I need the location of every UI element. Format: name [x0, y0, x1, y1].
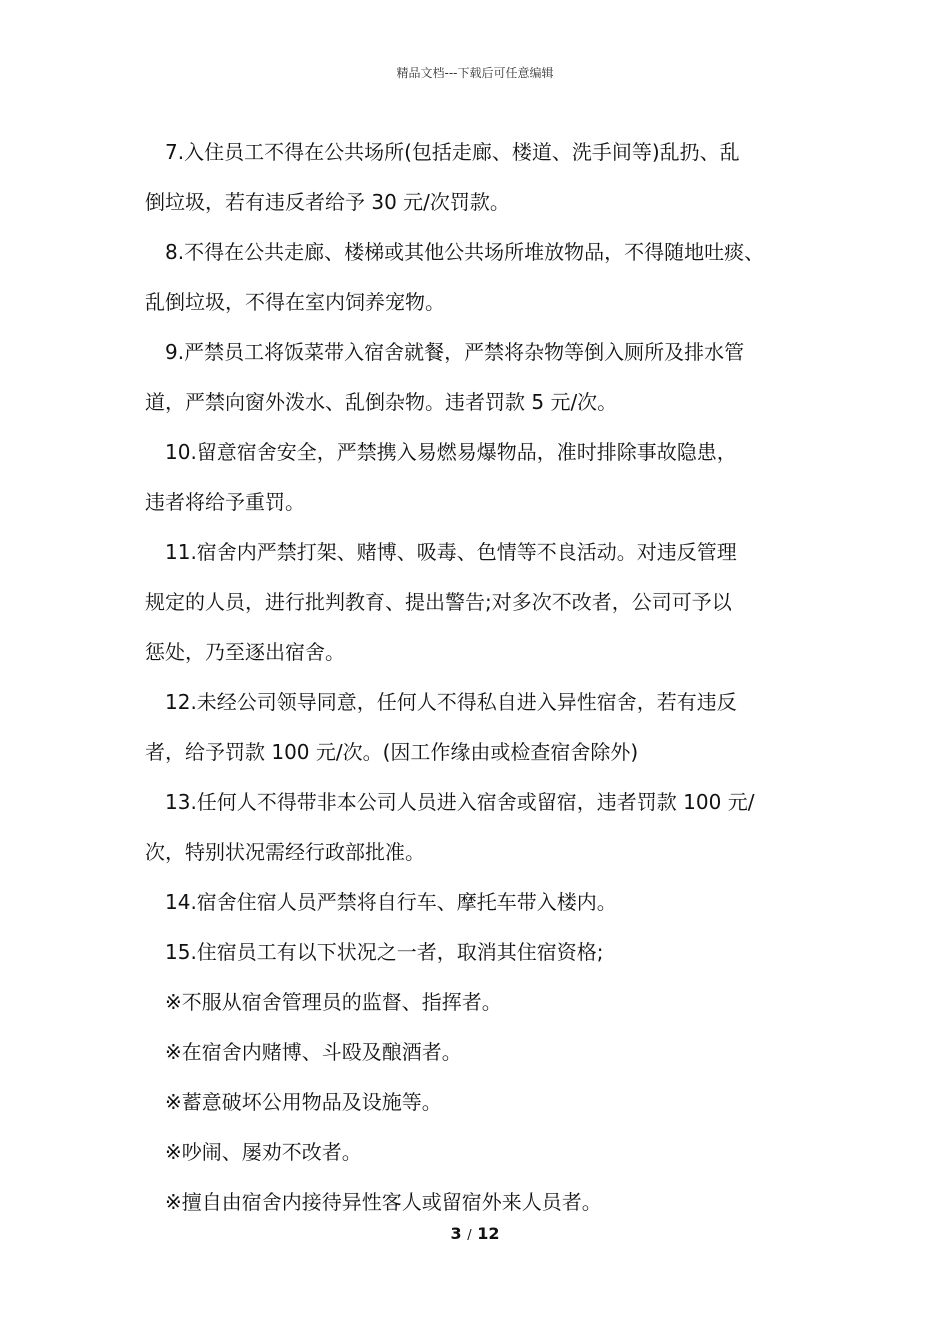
line-22: ※擅自由宿舍内接待异性客人或留宿外来人员者。 [165, 1190, 602, 1214]
line-4: 乱倒垃圾，不得在室内饲养宠物。 [145, 290, 445, 314]
line-14: 13.任何人不得带非本公司人员进入宿舍或留宿，违者罚款 100 元/ [165, 790, 755, 814]
line-11: 惩处，乃至逐出宿舍。 [145, 640, 345, 664]
page-total: 12 [477, 1224, 500, 1243]
line-20: ※蓄意破坏公用物品及设施等。 [165, 1090, 442, 1114]
document-body [145, 127, 835, 1227]
page-current: 3 [450, 1224, 462, 1243]
line-21: ※吵闹、屡劝不改者。 [165, 1140, 362, 1164]
line-15: 次，特别状况需经行政部批准。 [145, 840, 425, 864]
line-7: 10.留意宿舍安全，严禁携入易燃易爆物品，准时排除事故隐患， [165, 440, 737, 464]
line-6: 道，严禁向窗外泼水、乱倒杂物。违者罚款 5 元/次。 [145, 390, 618, 414]
line-16: 14.宿舍住宿人员严禁将自行车、摩托车带入楼内。 [165, 890, 617, 914]
page-number [0, 1224, 950, 1243]
line-2: 倒垃圾，若有违反者给予 30 元/次罚款。 [145, 190, 510, 214]
page-separator: / [467, 1228, 472, 1243]
line-1: 7.入住员工不得在公共场所(包括走廊、楼道、洗手间等)乱扔、乱 [165, 140, 740, 164]
line-17: 15.住宿员工有以下状况之一者，取消其住宿资格; [165, 940, 604, 964]
line-18: ※不服从宿舍管理员的监督、指挥者。 [165, 990, 502, 1014]
line-12: 12.未经公司领导同意，任何人不得私自进入异性宿舍，若有违反 [165, 690, 737, 714]
line-13: 者，给予罚款 100 元/次。(因工作缘由或检查宿舍除外) [145, 740, 639, 764]
line-3: 8.不得在公共走廊、楼梯或其他公共场所堆放物品，不得随地吐痰、 [165, 240, 765, 264]
line-5: 9.严禁员工将饭菜带入宿舍就餐，严禁将杂物等倒入厕所及排水管 [165, 340, 745, 364]
line-10: 规定的人员，进行批判教育、提出警告;对多次不改者，公司可予以 [145, 590, 732, 614]
line-9: 11.宿舍内严禁打架、赌博、吸毒、色情等不良活动。对违反管理 [165, 540, 737, 564]
page-header: 精品文档---下载后可任意编辑 [396, 66, 554, 80]
line-19: ※在宿舍内赌博、斗殴及酿酒者。 [165, 1040, 462, 1064]
line-8: 违者将给予重罚。 [145, 490, 305, 514]
